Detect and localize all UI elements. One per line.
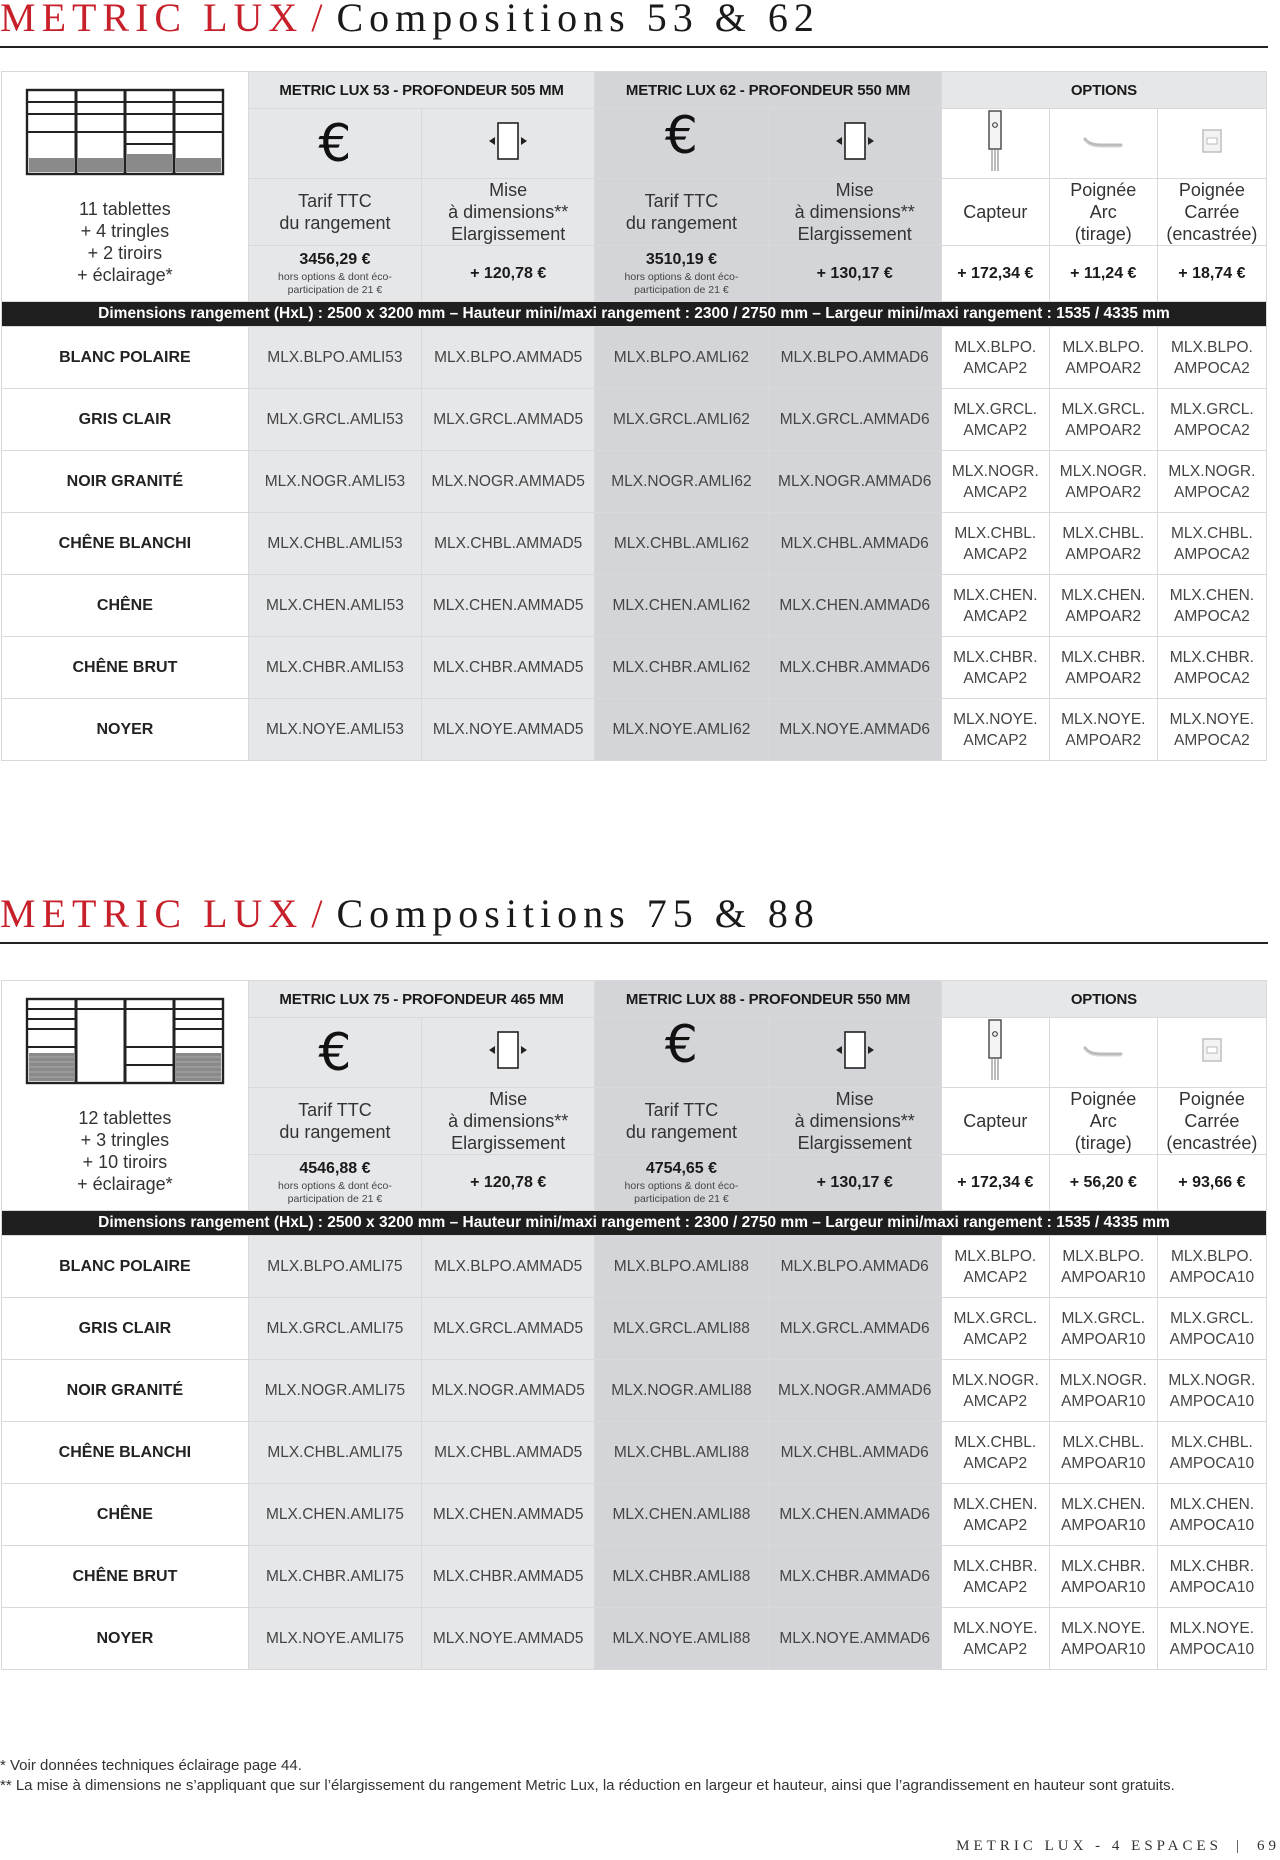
color-name: BLANC POLAIRE	[2, 1236, 249, 1298]
model-b-header: METRIC LUX 88 - PROFONDEUR 550 MM	[595, 981, 942, 1018]
option-code: MLX.NOYE. AMPOAR2	[1049, 699, 1157, 761]
option-code: MLX.CHBR. AMCAP2	[941, 1546, 1049, 1608]
option-code: MLX.BLPO. AMCAP2	[941, 327, 1049, 389]
footer-separator: |	[1235, 1838, 1243, 1854]
option-code: MLX.CHBR. AMPOCA2	[1157, 637, 1266, 699]
product-code: MLX.GRCL.AMLI75	[248, 1298, 421, 1360]
euro-icon-cell	[248, 109, 421, 179]
product-code: MLX.NOYE.AMMAD6	[768, 1608, 941, 1670]
product-code: MLX.CHEN.AMMAD5	[422, 575, 595, 637]
product-code: MLX.NOYE.AMMAD5	[422, 1608, 595, 1670]
option-code: MLX.NOYE. AMPOAR10	[1049, 1608, 1157, 1670]
model-b-mise-price: + 130,17 €	[768, 246, 941, 302]
option-code: MLX.NOGR. AMPOCA2	[1157, 451, 1266, 513]
product-code: MLX.GRCL.AMLI53	[248, 389, 421, 451]
dimensions-band: Dimensions rangement (HxL) : 2500 x 3200 mm – Hauteur mini/maxi rangement : 2300 / 2750 mm – Largeur mini/maxi rangement : 1535 / 4335 mm	[2, 302, 1267, 327]
option-code: MLX.CHEN. AMPOAR10	[1049, 1484, 1157, 1546]
price-note: hors options & dont éco- participation de 21 €	[624, 1179, 739, 1205]
table-row	[2, 637, 1267, 699]
product-code: MLX.NOGR.AMLI62	[595, 451, 768, 513]
option-code: MLX.BLPO. AMPOAR2	[1049, 327, 1157, 389]
product-code: MLX.BLPO.AMMAD6	[768, 327, 941, 389]
section-title	[0, 892, 1268, 944]
model-a-mise-price: + 120,78 €	[422, 1155, 595, 1211]
table-row	[2, 513, 1267, 575]
option-code: MLX.NOGR. AMPOAR10	[1049, 1360, 1157, 1422]
option-code: MLX.BLPO. AMPOCA10	[1157, 1236, 1266, 1298]
product-code: MLX.CHEN.AMLI62	[595, 575, 768, 637]
option-code: MLX.BLPO. AMPOAR10	[1049, 1236, 1157, 1298]
product-code: MLX.CHBL.AMLI62	[595, 513, 768, 575]
resize-icon-cell	[768, 109, 941, 179]
option-code: MLX.BLPO. AMPOCA2	[1157, 327, 1266, 389]
color-name: CHÊNE	[2, 575, 249, 637]
option-code: MLX.CHBR. AMPOAR10	[1049, 1546, 1157, 1608]
product-code: MLX.CHEN.AMMAD6	[768, 575, 941, 637]
color-name: CHÊNE BRUT	[2, 1546, 249, 1608]
option-code: MLX.NOGR. AMCAP2	[941, 1360, 1049, 1422]
product-code: MLX.GRCL.AMLI88	[595, 1298, 768, 1360]
product-code: MLX.CHBR.AMMAD5	[422, 637, 595, 699]
option-code: MLX.NOYE. AMCAP2	[941, 1608, 1049, 1670]
sensor-icon	[983, 160, 1007, 177]
product-code: MLX.CHBL.AMLI53	[248, 513, 421, 575]
product-code: MLX.NOGR.AMLI75	[248, 1360, 421, 1422]
option-code: MLX.NOYE. AMPOCA2	[1157, 699, 1266, 761]
model-b-price-cell	[595, 246, 768, 302]
color-name: NOYER	[2, 699, 249, 761]
option-code: MLX.BLPO. AMCAP2	[941, 1236, 1049, 1298]
euro-icon: €	[318, 1022, 352, 1083]
door-resize-icon	[486, 1061, 530, 1078]
table-row	[2, 1422, 1267, 1484]
footnotes	[0, 1756, 1175, 1796]
sensor-icon-cell	[941, 109, 1049, 179]
option-code: MLX.GRCL. AMPOAR2	[1049, 389, 1157, 451]
model-a-price: 4546,88 €	[299, 1159, 371, 1177]
capteur-price: + 172,34 €	[941, 1155, 1049, 1211]
arc-handle-icon	[1081, 1049, 1125, 1066]
product-code: MLX.CHBL.AMMAD6	[768, 513, 941, 575]
resize-icon-cell	[768, 1018, 941, 1088]
color-name: GRIS CLAIR	[2, 1298, 249, 1360]
product-code: MLX.GRCL.AMMAD6	[768, 389, 941, 451]
table-row	[2, 575, 1267, 637]
footer-title: METRIC LUX - 4 ESPACES	[956, 1838, 1222, 1854]
sensor-icon-cell	[941, 1018, 1049, 1088]
price-note: hors options & dont éco- participation de 21 €	[624, 270, 739, 296]
option-code: MLX.NOGR. AMCAP2	[941, 451, 1049, 513]
carree-label: Poignée Carrée (encastrée)	[1157, 1088, 1266, 1155]
sensor-icon	[983, 1069, 1007, 1086]
square-handle-icon-cell	[1157, 109, 1266, 179]
product-code: MLX.NOYE.AMLI75	[248, 1608, 421, 1670]
model-a-mise-price: + 120,78 €	[422, 246, 595, 302]
table-row	[2, 451, 1267, 513]
euro-icon-cell	[595, 1014, 768, 1088]
color-name: CHÊNE	[2, 1484, 249, 1546]
option-code: MLX.NOGR. AMPOCA10	[1157, 1360, 1266, 1422]
product-code: MLX.NOYE.AMLI88	[595, 1608, 768, 1670]
carree-price: + 93,66 €	[1157, 1155, 1266, 1211]
color-name: NOIR GRANITÉ	[2, 1360, 249, 1422]
product-code: MLX.NOGR.AMMAD5	[422, 451, 595, 513]
arc-label: Poignée Arc (tirage)	[1049, 179, 1157, 246]
mise-label: Mise à dimensions** Elargissement	[768, 179, 941, 246]
tarif-label: Tarif TTC du rangement	[248, 179, 421, 246]
brand-name: METRIC LUX	[0, 0, 304, 40]
product-code: MLX.NOGR.AMMAD6	[768, 451, 941, 513]
product-code: MLX.BLPO.AMLI88	[595, 1236, 768, 1298]
product-code: MLX.CHBL.AMMAD5	[422, 513, 595, 575]
option-code: MLX.GRCL. AMCAP2	[941, 1298, 1049, 1360]
option-code: MLX.GRCL. AMPOCA2	[1157, 389, 1266, 451]
product-code: MLX.NOGR.AMLI88	[595, 1360, 768, 1422]
product-code: MLX.BLPO.AMLI75	[248, 1236, 421, 1298]
footnote-resize: ** La mise à dimensions ne s’appliquant que sur l’élargissement du rangement Metric Lux, la réduction en largeur et hauteur, ainsi que l’agrandissement en hauteur sont gratuits.	[0, 1777, 1175, 1794]
product-code: MLX.CHBL.AMLI88	[595, 1422, 768, 1484]
product-code: MLX.CHBR.AMLI75	[248, 1546, 421, 1608]
composition-cell	[2, 72, 249, 302]
color-name: NOYER	[2, 1608, 249, 1670]
tarif-label: Tarif TTC du rangement	[595, 179, 768, 246]
table-row	[2, 699, 1267, 761]
color-name: GRIS CLAIR	[2, 389, 249, 451]
color-name: CHÊNE BLANCHI	[2, 513, 249, 575]
table-row	[2, 327, 1267, 389]
table-row	[2, 1484, 1267, 1546]
euro-icon: €	[664, 1014, 698, 1075]
capteur-price: + 172,34 €	[941, 246, 1049, 302]
title-slash: /	[311, 0, 329, 40]
capteur-label: Capteur	[941, 179, 1049, 246]
options-header: OPTIONS	[941, 72, 1266, 109]
product-code: MLX.BLPO.AMMAD6	[768, 1236, 941, 1298]
table-row	[2, 1236, 1267, 1298]
product-code: MLX.CHBL.AMLI75	[248, 1422, 421, 1484]
option-code: MLX.NOYE. AMCAP2	[941, 699, 1049, 761]
composition-description: 11 tablettes + 4 tringles + 2 tiroirs + éclairage*	[77, 199, 173, 285]
product-code: MLX.CHEN.AMLI53	[248, 575, 421, 637]
color-name: CHÊNE BLANCHI	[2, 1422, 249, 1484]
option-code: MLX.CHBR. AMPOCA10	[1157, 1546, 1266, 1608]
resize-icon-cell	[422, 1018, 595, 1088]
arc-handle-icon	[1081, 140, 1125, 157]
door-resize-icon	[486, 152, 530, 169]
option-code: MLX.CHBL. AMPOAR2	[1049, 513, 1157, 575]
arc-price: + 56,20 €	[1049, 1155, 1157, 1211]
table-row	[2, 1298, 1267, 1360]
compositions-title: Compositions 75 & 88	[336, 891, 820, 936]
product-code: MLX.GRCL.AMLI62	[595, 389, 768, 451]
option-code: MLX.CHBL. AMCAP2	[941, 513, 1049, 575]
option-code: MLX.CHBR. AMPOAR2	[1049, 637, 1157, 699]
arc-handle-icon-cell	[1049, 109, 1157, 179]
mise-label: Mise à dimensions** Elargissement	[422, 179, 595, 246]
product-code: MLX.CHEN.AMMAD6	[768, 1484, 941, 1546]
model-a-price-cell	[248, 246, 421, 302]
euro-icon: €	[318, 113, 352, 174]
model-b-price: 4754,65 €	[645, 1159, 718, 1177]
door-resize-icon	[833, 1061, 877, 1078]
option-code: MLX.CHBL. AMPOAR10	[1049, 1422, 1157, 1484]
page-number: 69	[1257, 1838, 1280, 1854]
product-code: MLX.NOYE.AMMAD5	[422, 699, 595, 761]
product-code: MLX.CHBR.AMLI88	[595, 1546, 768, 1608]
option-code: MLX.CHEN. AMCAP2	[941, 575, 1049, 637]
table-row	[2, 389, 1267, 451]
option-code: MLX.CHEN. AMPOCA10	[1157, 1484, 1266, 1546]
color-name: CHÊNE BRUT	[2, 637, 249, 699]
table-row	[2, 1608, 1267, 1670]
door-resize-icon	[833, 152, 877, 169]
option-code: MLX.GRCL. AMPOAR10	[1049, 1298, 1157, 1360]
option-code: MLX.CHEN. AMPOAR2	[1049, 575, 1157, 637]
product-code: MLX.CHBR.AMLI53	[248, 637, 421, 699]
product-code: MLX.CHBR.AMMAD6	[768, 637, 941, 699]
model-a-header: METRIC LUX 53 - PROFONDEUR 505 MM	[248, 72, 595, 109]
product-code: MLX.GRCL.AMMAD5	[422, 389, 595, 451]
page-footer	[956, 1838, 1280, 1855]
option-code: MLX.GRCL. AMPOCA10	[1157, 1298, 1266, 1360]
price-note: hors options & dont éco- participation de 21 €	[278, 1179, 392, 1205]
product-code: MLX.CHBL.AMMAD6	[768, 1422, 941, 1484]
mise-label: Mise à dimensions** Elargissement	[768, 1088, 941, 1155]
arc-handle-icon-cell	[1049, 1018, 1157, 1088]
carree-price: + 18,74 €	[1157, 246, 1266, 302]
product-code: MLX.NOYE.AMLI53	[248, 699, 421, 761]
option-code: MLX.GRCL. AMCAP2	[941, 389, 1049, 451]
composition-cell	[2, 981, 249, 1211]
euro-icon-cell	[595, 105, 768, 179]
title-slash: /	[311, 891, 329, 936]
options-header: OPTIONS	[941, 981, 1266, 1018]
wardrobe-diagram-icon	[25, 88, 225, 178]
product-code: MLX.CHBR.AMLI62	[595, 637, 768, 699]
dimensions-band: Dimensions rangement (HxL) : 2500 x 3200 mm – Hauteur mini/maxi rangement : 2300 / 2750 mm – Largeur mini/maxi rangement : 1535 / 4335 mm	[2, 1211, 1267, 1236]
tarif-label: Tarif TTC du rangement	[595, 1088, 768, 1155]
product-code: MLX.BLPO.AMLI53	[248, 327, 421, 389]
option-code: MLX.CHBL. AMCAP2	[941, 1422, 1049, 1484]
section-title	[0, 0, 1268, 48]
product-code: MLX.CHEN.AMLI88	[595, 1484, 768, 1546]
wardrobe-diagram-icon	[25, 997, 225, 1087]
option-code: MLX.CHBL. AMPOCA2	[1157, 513, 1266, 575]
model-b-header: METRIC LUX 62 - PROFONDEUR 550 MM	[595, 72, 942, 109]
product-code: MLX.NOGR.AMMAD5	[422, 1360, 595, 1422]
option-code: MLX.CHEN. AMPOCA2	[1157, 575, 1266, 637]
option-code: MLX.CHBR. AMCAP2	[941, 637, 1049, 699]
product-code: MLX.BLPO.AMMAD5	[422, 327, 595, 389]
product-code: MLX.GRCL.AMMAD6	[768, 1298, 941, 1360]
option-code: MLX.NOGR. AMPOAR2	[1049, 451, 1157, 513]
table-row	[2, 1546, 1267, 1608]
product-code: MLX.BLPO.AMLI62	[595, 327, 768, 389]
price-table	[1, 71, 1267, 761]
carree-label: Poignée Carrée (encastrée)	[1157, 179, 1266, 246]
product-code: MLX.CHEN.AMLI75	[248, 1484, 421, 1546]
euro-icon-cell	[248, 1018, 421, 1088]
brand-name: METRIC LUX	[0, 891, 304, 936]
price-note: hors options & dont éco- participation de 21 €	[278, 270, 392, 296]
euro-icon: €	[664, 105, 698, 166]
model-a-price-cell	[248, 1155, 421, 1211]
footnote-lighting: * Voir données techniques éclairage page 44.	[0, 1757, 302, 1774]
product-code: MLX.BLPO.AMMAD5	[422, 1236, 595, 1298]
model-a-header: METRIC LUX 75 - PROFONDEUR 465 MM	[248, 981, 595, 1018]
arc-label: Poignée Arc (tirage)	[1049, 1088, 1157, 1155]
product-code: MLX.CHBR.AMMAD6	[768, 1546, 941, 1608]
table-row	[2, 1360, 1267, 1422]
square-handle-icon	[1199, 1051, 1225, 1068]
model-b-mise-price: + 130,17 €	[768, 1155, 941, 1211]
product-code: MLX.CHBL.AMMAD5	[422, 1422, 595, 1484]
composition-description: 12 tablettes + 3 tringles + 10 tiroirs + éclairage*	[77, 1108, 173, 1194]
option-code: MLX.NOYE. AMPOCA10	[1157, 1608, 1266, 1670]
product-code: MLX.NOYE.AMMAD6	[768, 699, 941, 761]
tarif-label: Tarif TTC du rangement	[248, 1088, 421, 1155]
arc-price: + 11,24 €	[1049, 246, 1157, 302]
square-handle-icon-cell	[1157, 1018, 1266, 1088]
capteur-label: Capteur	[941, 1088, 1049, 1155]
price-table	[1, 980, 1267, 1670]
mise-label: Mise à dimensions** Elargissement	[422, 1088, 595, 1155]
product-code: MLX.GRCL.AMMAD5	[422, 1298, 595, 1360]
option-code: MLX.CHEN. AMCAP2	[941, 1484, 1049, 1546]
product-code: MLX.NOYE.AMLI62	[595, 699, 768, 761]
square-handle-icon	[1199, 142, 1225, 159]
model-b-price-cell	[595, 1155, 768, 1211]
model-a-price: 3456,29 €	[299, 250, 371, 268]
color-name: BLANC POLAIRE	[2, 327, 249, 389]
product-code: MLX.CHEN.AMMAD5	[422, 1484, 595, 1546]
compositions-title: Compositions 53 & 62	[336, 0, 820, 40]
model-b-price: 3510,19 €	[645, 250, 718, 268]
product-code: MLX.NOGR.AMMAD6	[768, 1360, 941, 1422]
color-name: NOIR GRANITÉ	[2, 451, 249, 513]
resize-icon-cell	[422, 109, 595, 179]
product-code: MLX.NOGR.AMLI53	[248, 451, 421, 513]
product-code: MLX.CHBR.AMMAD5	[422, 1546, 595, 1608]
option-code: MLX.CHBL. AMPOCA10	[1157, 1422, 1266, 1484]
